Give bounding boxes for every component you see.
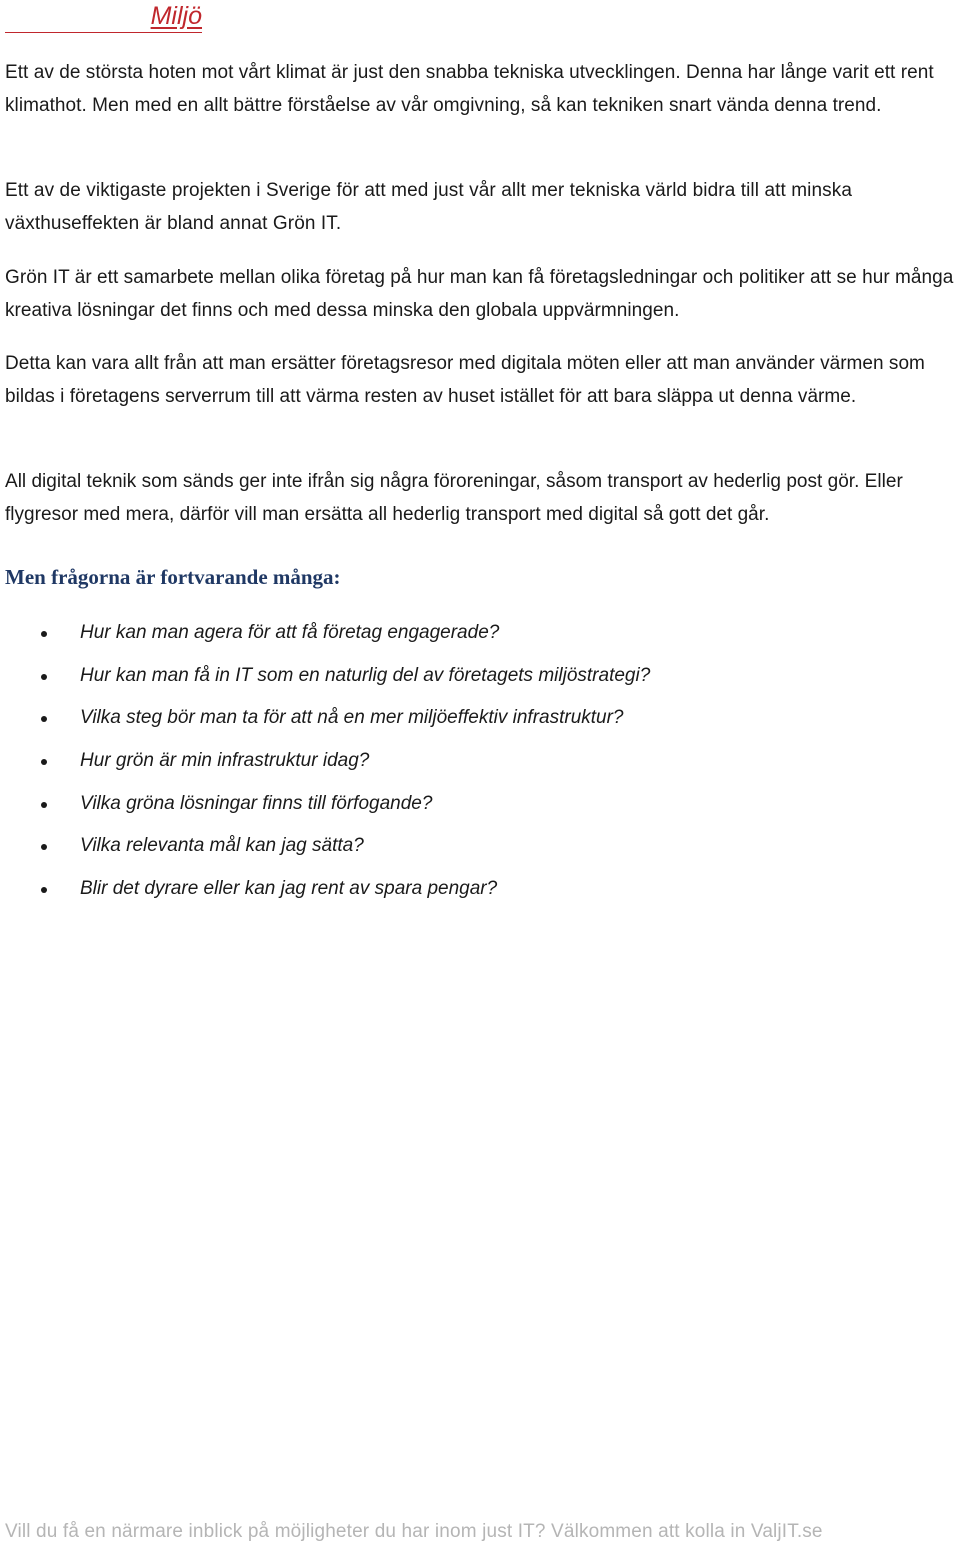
paragraph-examples: Detta kan vara allt från att man ersätter företagsresor med digitala möten eller att man använder värmen som bildas i företagens serverrum till att värma resten av huset istället för att bara släppa ut denna värme.	[5, 353, 925, 407]
footer-note: Vill du få en närmare inblick på möjligheter du har inom just IT? Välkommen att kolla in ValjIT.se	[5, 1521, 823, 1542]
question-text: Vilka relevanta mål kan jag sätta?	[80, 835, 364, 857]
bullet-icon	[41, 674, 47, 680]
paragraph-digital: All digital teknik som sänds ger inte ifrån sig några föroreningar, såsom transport av hederlig post gör. Eller flygresor med mera, därför vill man ersätta all hederlig transport med digital så gott det går.	[5, 471, 903, 525]
section-heading: Men frågorna är fortvarande många:	[5, 565, 341, 589]
bullet-icon	[41, 887, 47, 893]
list-item	[0, 830, 960, 873]
bullet-icon	[41, 802, 47, 808]
bullet-icon	[41, 759, 47, 765]
question-text: Blir det dyrare eller kan jag rent av spara pengar?	[80, 878, 498, 900]
list-item	[0, 660, 960, 703]
question-text: Hur grön är min infrastruktur idag?	[80, 750, 370, 772]
question-text: Hur kan man agera för att få företag engagerade?	[80, 622, 500, 643]
question-text: Hur kan man få in IT som en naturlig del av företagets miljöstrategi?	[80, 664, 651, 686]
title-underline	[5, 0, 202, 33]
question-list	[0, 617, 960, 916]
paragraph-intro: Ett av de största hoten mot vårt klimat är just den snabba tekniska utvecklingen. Denna har långe varit ett rent klimathot. Men med en allt bättre förståelse av vår omgivning, så kan tekniken snart vända denna trend.	[5, 62, 934, 116]
list-item	[0, 745, 960, 788]
paragraph-gron-it: Grön IT är ett samarbete mellan olika företag på hur man kan få företagsledningar och politiker att se hur många kreativa lösningar det finns och med dessa minska den globala uppvärmningen.	[5, 267, 954, 321]
list-item	[0, 788, 960, 831]
list-item	[0, 617, 960, 660]
question-text: Vilka steg bör man ta för att nå en mer miljöeffektiv infrastruktur?	[80, 707, 624, 729]
question-text: Vilka gröna lösningar finns till förfogande?	[80, 792, 433, 814]
paragraph-projects: Ett av de viktigaste projekten i Sverige för att med just vår allt mer tekniska värld bidra till att minska växthuseffekten är bland annat Grön IT.	[5, 180, 853, 234]
list-item	[0, 702, 960, 745]
page-title: Miljö	[150, 2, 202, 30]
bullet-icon	[41, 844, 47, 850]
list-item	[0, 873, 960, 916]
bullet-icon	[41, 631, 47, 637]
bullet-icon	[41, 716, 47, 722]
